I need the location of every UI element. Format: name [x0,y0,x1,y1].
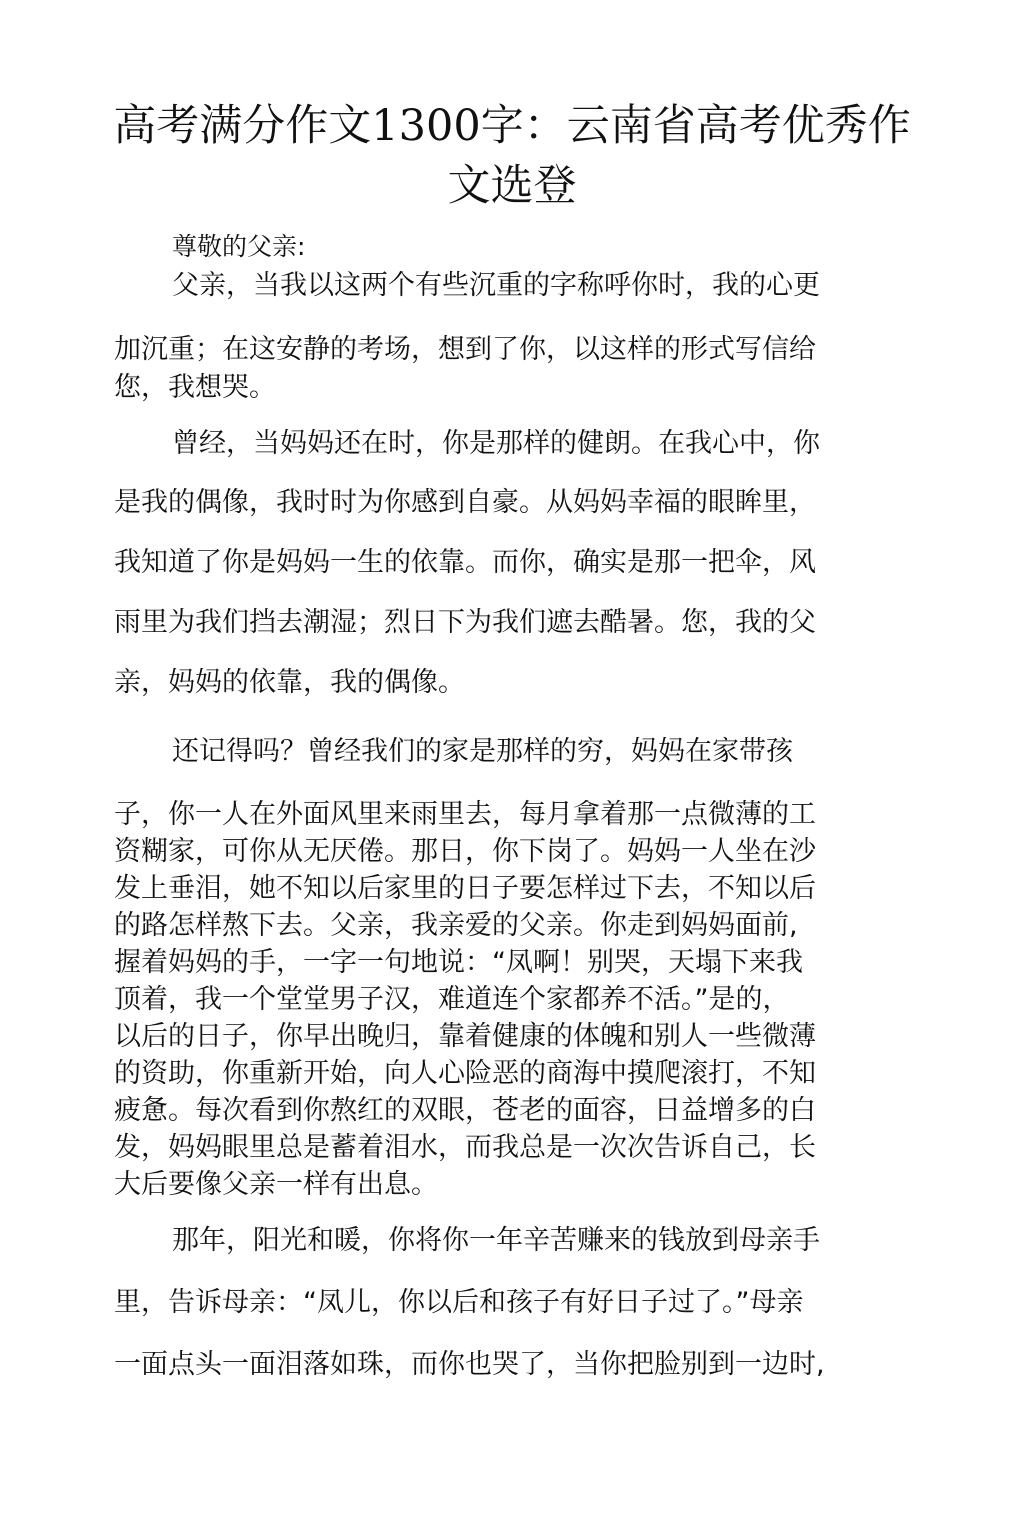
body-line: 以后的日子，你早出晚归，靠着健康的体魄和别人一些微薄 [114,1021,816,1052]
body-line: 发，妈妈眼里总是蓄着泪水，而我总是一次次告诉自己，长 [114,1132,816,1163]
body-line: 雨里为我们挡去潮湿；烈日下为我们遮去酷暑。您，我的父 [114,607,816,638]
document-title [90,96,934,216]
body-line: 我知道了你是妈妈一生的依靠。而你，确实是那一把伞，风 [114,547,816,578]
body-line: 大后要像父亲一样有出息。 [114,1169,438,1200]
body-line: 资糊家，可你从无厌倦。那日，你下岗了。妈妈一人坐在沙 [114,836,816,867]
title-line-1: 高考满分作文1300字：云南省高考优秀作 [113,101,911,151]
body-line: 的路怎样熬下去。父亲，我亲爱的父亲。你走到妈妈面前, [114,910,798,941]
body-line: 里，告诉母亲：“凤儿，你以后和孩子有好日子过了。”母亲 [114,1287,804,1318]
body-line: 子，你一人在外面风里来雨里去，每月拿着那一点微薄的工 [114,799,816,830]
body-line: 加沉重；在这安静的考场，想到了你，以这样的形式写信给 [114,334,816,365]
body-line: 您，我想哭。 [114,372,276,403]
body-line: 还记得吗？曾经我们的家是那样的穷，妈妈在家带孩 [172,736,793,767]
body-line: 一面点头一面泪落如珠，而你也哭了，当你把脸别到一边时, [114,1349,825,1380]
body-line: 那年，阳光和暖，你将你一年辛苦赚来的钱放到母亲手 [172,1225,820,1256]
body-line: 是我的偶像，我时时为你感到自豪。从妈妈幸福的眼眸里， [114,487,816,518]
salutation: 尊敬的父亲: [172,232,306,261]
body-line: 曾经，当妈妈还在时，你是那样的健朗。在我心中，你 [172,428,820,459]
body-line: 的资助，你重新开始，向人心险恶的商海中摸爬滚打，不知 [114,1058,816,1089]
title-line-2: 文选登 [447,161,577,211]
body-line: 顶着，我一个堂堂男子汉，难道连个家都养不活。”是的， [114,984,790,1015]
body-line: 父亲，当我以这两个有些沉重的字称呼你时，我的心更 [172,270,820,301]
body-line: 发上垂泪，她不知以后家里的日子要怎样过下去，不知以后 [114,873,816,904]
body-line: 亲，妈妈的依靠，我的偶像。 [114,667,465,698]
body-line: 疲惫。每次看到你熬红的双眼，苍老的面容，日益增多的白 [114,1095,816,1126]
body-line: 握着妈妈的手，一字一句地说：“凤啊！别哭，天塌下来我 [114,947,803,978]
